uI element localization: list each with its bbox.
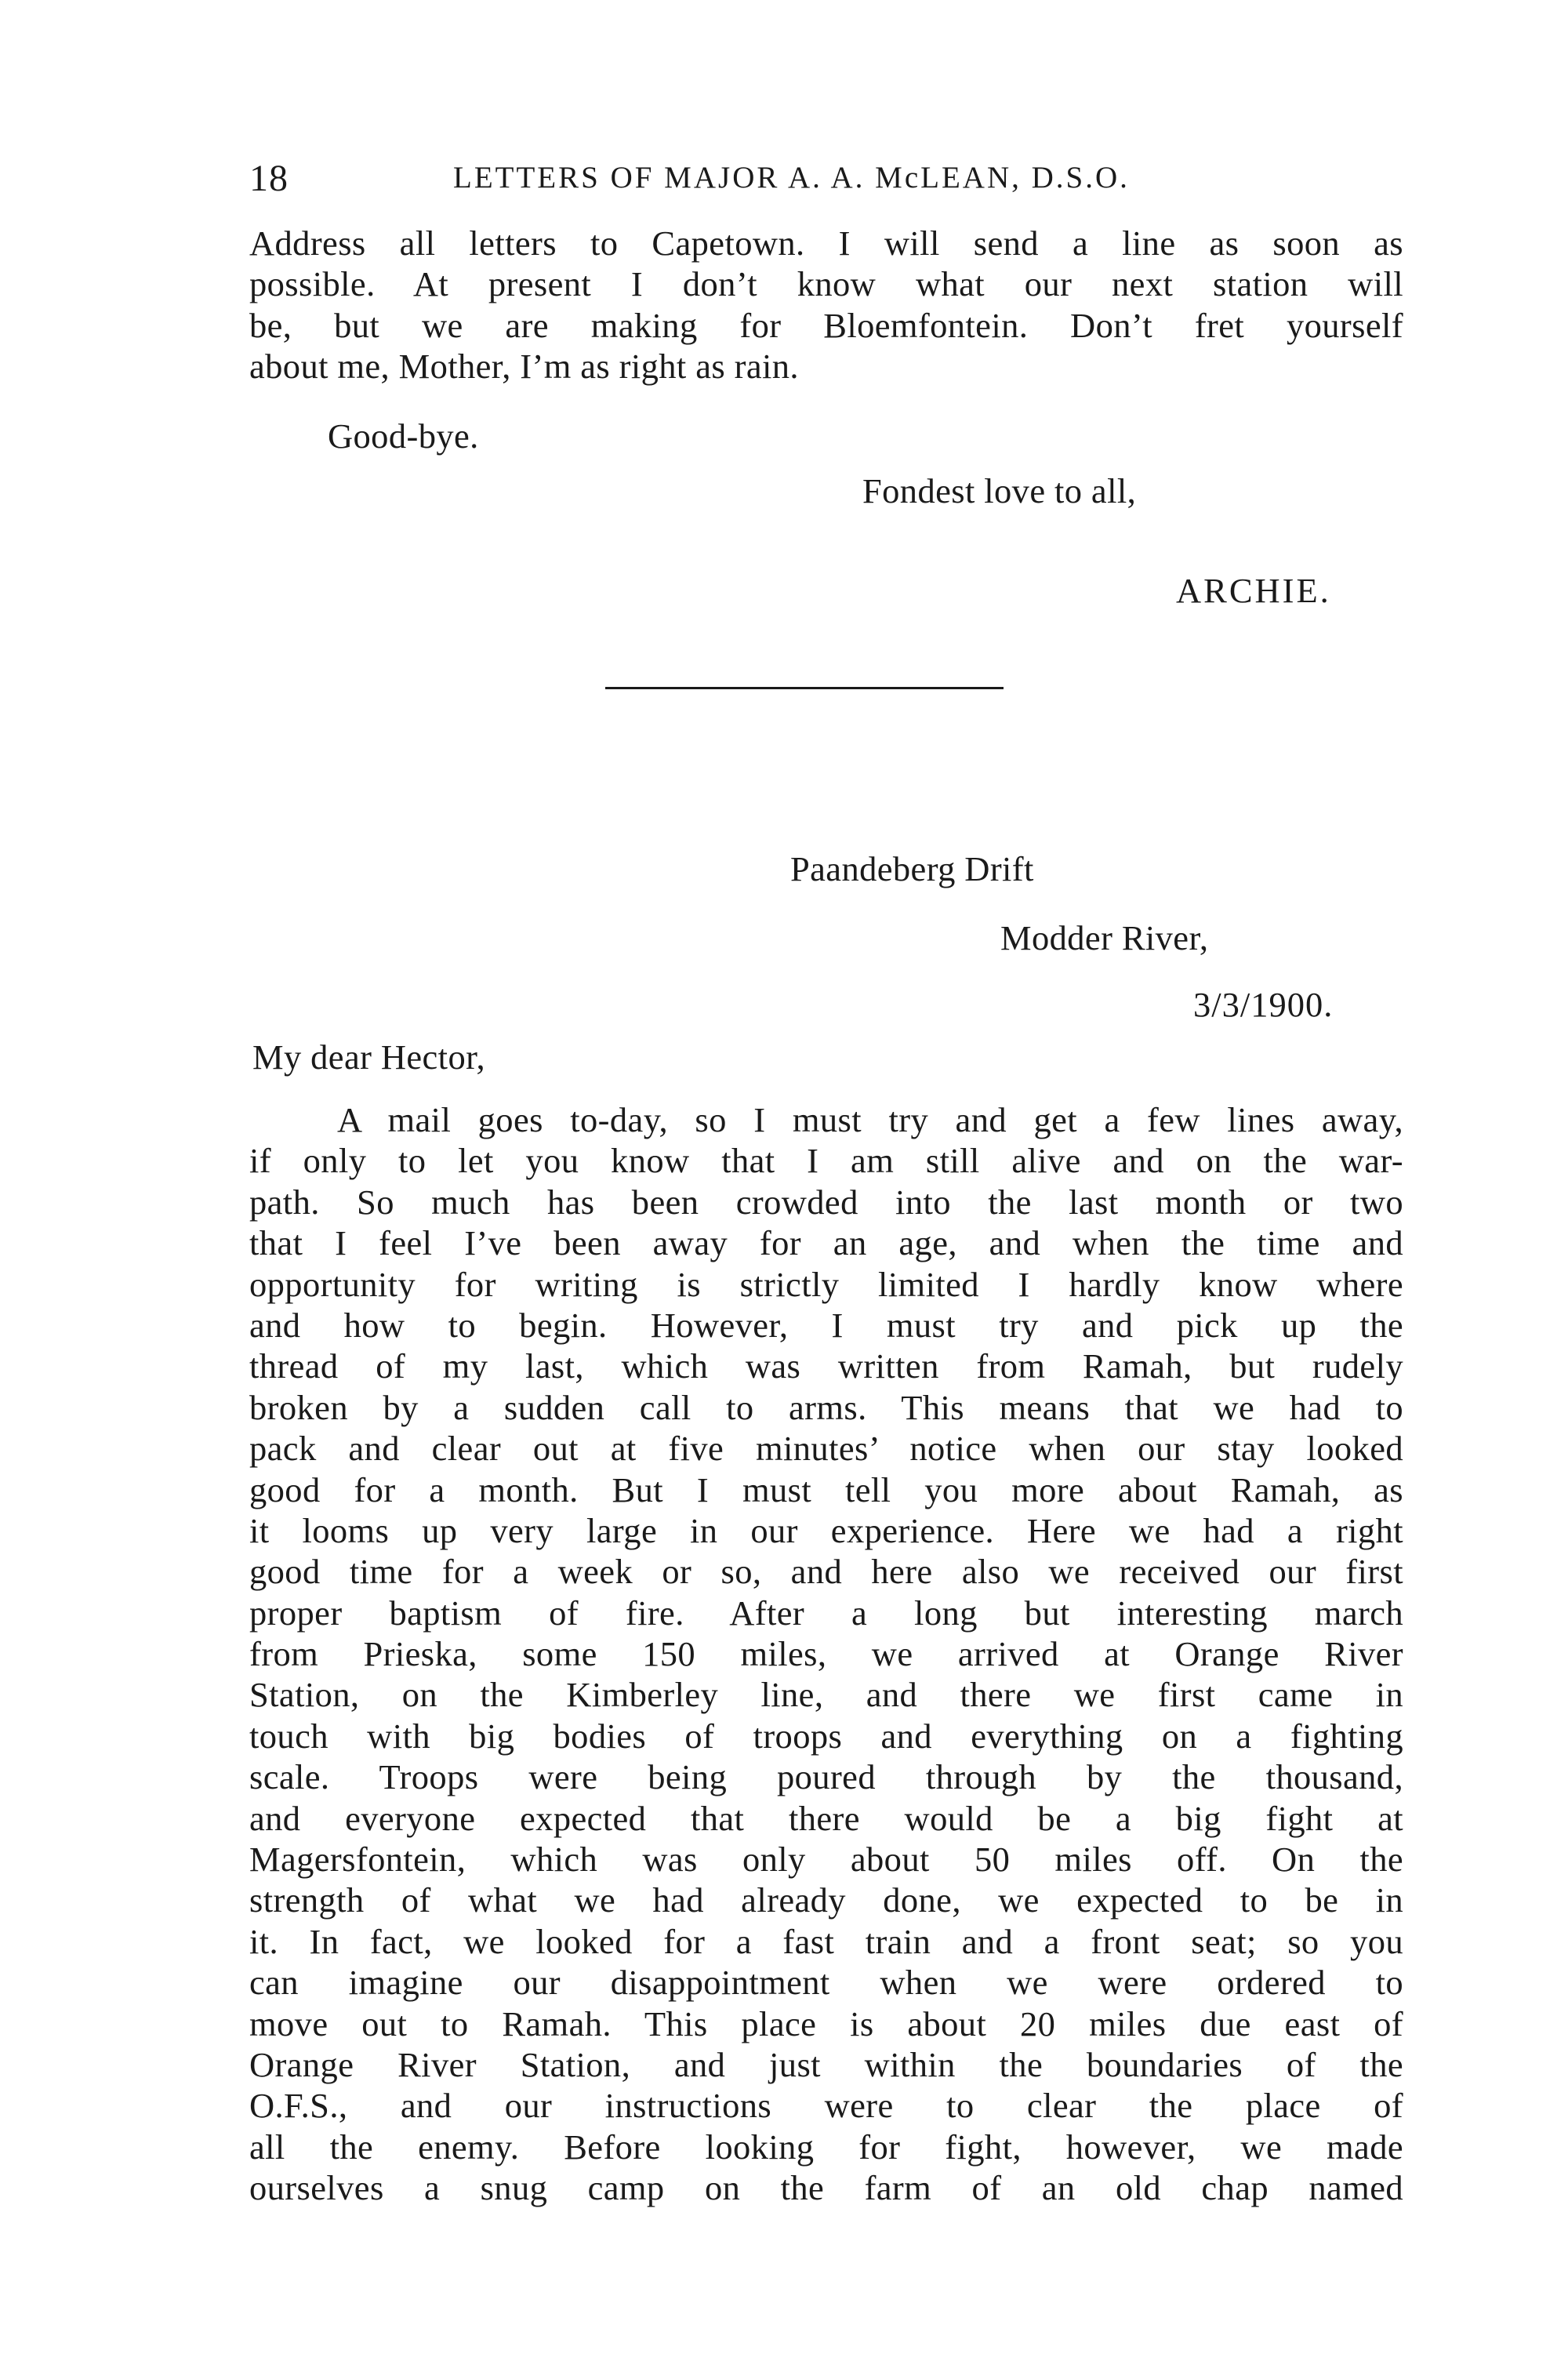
text-line: broken by a sudden call to arms. This means that we had to (249, 1387, 1403, 1427)
text-line: and how to begin. However, I must try and pick up the (249, 1305, 1403, 1345)
text-line: A mail goes to-day, so I must try and get a few lines away, (337, 1100, 1403, 1139)
farewell-line: Good-bye. (328, 416, 479, 456)
text-line: proper baptism of fire. After a long but interesting march (249, 1593, 1403, 1633)
text-line: it. In fact, we looked for a fast train and a front seat; so you (249, 1921, 1403, 1961)
text-line: touch with big bodies of troops and everything on a fighting (249, 1716, 1403, 1756)
letter-continuation-paragraph (249, 223, 1403, 387)
letter-place-line-1: Paandeberg Drift (790, 849, 1034, 888)
text-line: can imagine our disappointment when we were ordered to (249, 1963, 1403, 2003)
text-line: strength of what we had already done, we expected to be in (249, 1880, 1403, 1920)
text-line: pack and clear out at five minutes’ notice when our stay looked (249, 1429, 1403, 1469)
text-line: path. So much has been crowded into the last month or two (249, 1182, 1403, 1222)
text-line: ourselves a snug camp on the farm of an old chap named (249, 2168, 1403, 2208)
text-line: opportunity for writing is strictly limited I hardly know where (249, 1264, 1403, 1304)
text-line: Address all letters to Capetown. I will send a line as soon as (249, 223, 1403, 263)
page-header (249, 157, 1425, 204)
text-line: be, but we are making for Bloemfontein. Don’t fret yourself (249, 305, 1403, 345)
text-line: it looms up very large in our experience. Here we had a right (249, 1510, 1403, 1550)
running-head: LETTERS OF MAJOR A. A. McLEAN, D.S.O. (453, 161, 1130, 194)
text-line: thread of my last, which was written from Ramah, but rudely (249, 1346, 1403, 1386)
page-number: 18 (249, 158, 289, 199)
text-line: O.F.S., and our instructions were to clear the place of (249, 2086, 1403, 2126)
letter-salutation: My dear Hector, (252, 1037, 486, 1077)
text-line: Orange River Station, and just within the boundaries of the (249, 2044, 1403, 2084)
text-line: good for a month. But I must tell you more about Ramah, as (249, 1469, 1403, 1509)
letter-body-paragraph (249, 1099, 1403, 2209)
letter-date: 3/3/1900. (1193, 985, 1334, 1024)
text-line: and everyone expected that there would be a big fight at (249, 1798, 1403, 1838)
text-line: Station, on the Kimberley line, and there we first came in (249, 1675, 1403, 1715)
text-line: if only to let you know that I am still alive and on the war- (249, 1141, 1403, 1181)
closing-line: Fondest love to all, (862, 471, 1137, 510)
text-line: about me, Mother, I’m as right as rain. (249, 347, 799, 387)
text-line: Magersfontein, which was only about 50 miles off. On the (249, 1840, 1403, 1880)
section-divider-rule (605, 687, 1004, 689)
text-line: that I feel I’ve been away for an age, and when the time and (249, 1223, 1403, 1263)
text-line: possible. At present I don’t know what our next station will (249, 264, 1403, 304)
text-line: move out to Ramah. This place is about 20 miles due east of (249, 2003, 1403, 2043)
text-line: good time for a week or so, and here also we received our first (249, 1552, 1403, 1592)
text-line: scale. Troops were being poured through by the thousand, (249, 1757, 1403, 1797)
text-line: from Prieska, some 150 miles, we arrived at Orange River (249, 1634, 1403, 1674)
signature: ARCHIE. (1176, 571, 1331, 610)
letter-place-line-2: Modder River, (1000, 918, 1209, 957)
text-line: all the enemy. Before looking for fight, however, we made (249, 2127, 1403, 2167)
